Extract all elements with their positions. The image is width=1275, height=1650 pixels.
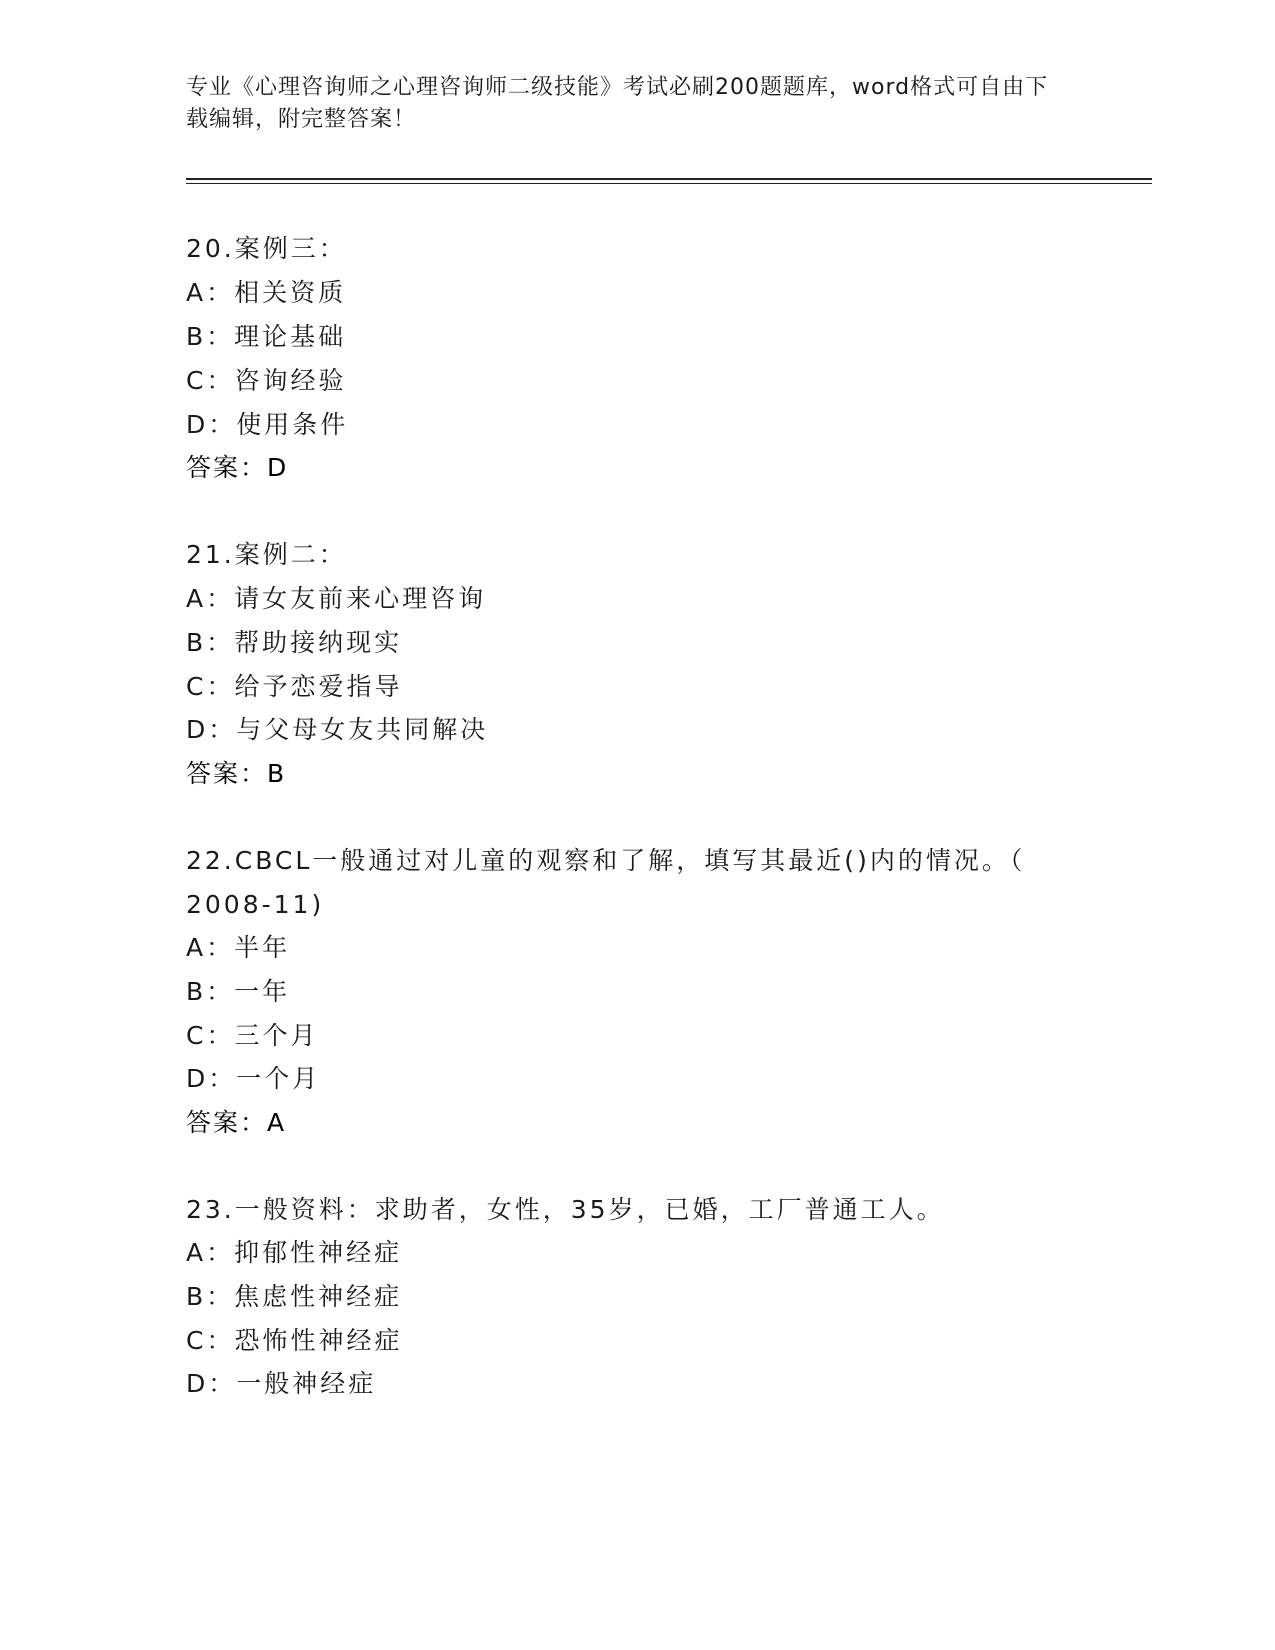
question-23-option-d: D：一般神经症 <box>186 1369 377 1398</box>
question-23-option-a: A：抑郁性神经症 <box>186 1238 403 1267</box>
question-22-stem-line2: 2008-11) <box>186 890 325 919</box>
question-21-option-d: D：与父母女友共同解决 <box>186 715 489 744</box>
document-header: 专业《心理咨询师之心理咨询师二级技能》考试必刷200题题库，word格式可自由下载编辑，附完整答案！ <box>186 75 1049 132</box>
question-23-option-b: B：焦虑性神经症 <box>186 1282 403 1311</box>
question-22-stem-line1: 22.CBCL一般通过对儿童的观察和了解，填写其最近()内的情况。（ <box>186 846 1026 875</box>
question-22-option-d: D：一个月 <box>186 1064 321 1093</box>
question-20-option-b: B：理论基础 <box>186 322 347 351</box>
question-20-option-a: A：相关资质 <box>186 278 347 307</box>
question-20-answer: 答案：D <box>186 453 289 482</box>
question-23-stem: 23.一般资料：求助者，女性，35岁，已婚，工厂普通工人。 <box>186 1195 945 1224</box>
question-20-option-d: D：使用条件 <box>186 410 349 439</box>
question-21-option-b: B：帮助接纳现实 <box>186 628 403 657</box>
question-20-option-c: C：咨询经验 <box>186 366 347 395</box>
question-22-option-b: B：一年 <box>186 977 291 1006</box>
header-divider-thin <box>186 183 1152 184</box>
question-23-option-c: C：恐怖性神经症 <box>186 1326 403 1355</box>
question-21-option-c: C：给予恋爱指导 <box>186 672 403 701</box>
header-divider-thick <box>186 178 1152 180</box>
question-21-answer: 答案：B <box>186 759 287 788</box>
question-21-option-a: A：请女友前来心理咨询 <box>186 584 487 613</box>
question-22-option-c: C：三个月 <box>186 1021 319 1050</box>
question-22-option-a: A：半年 <box>186 933 291 962</box>
question-20-stem: 20.案例三： <box>186 234 347 263</box>
question-21-stem: 21.案例二： <box>186 540 347 569</box>
question-22-answer: 答案：A <box>186 1108 287 1137</box>
